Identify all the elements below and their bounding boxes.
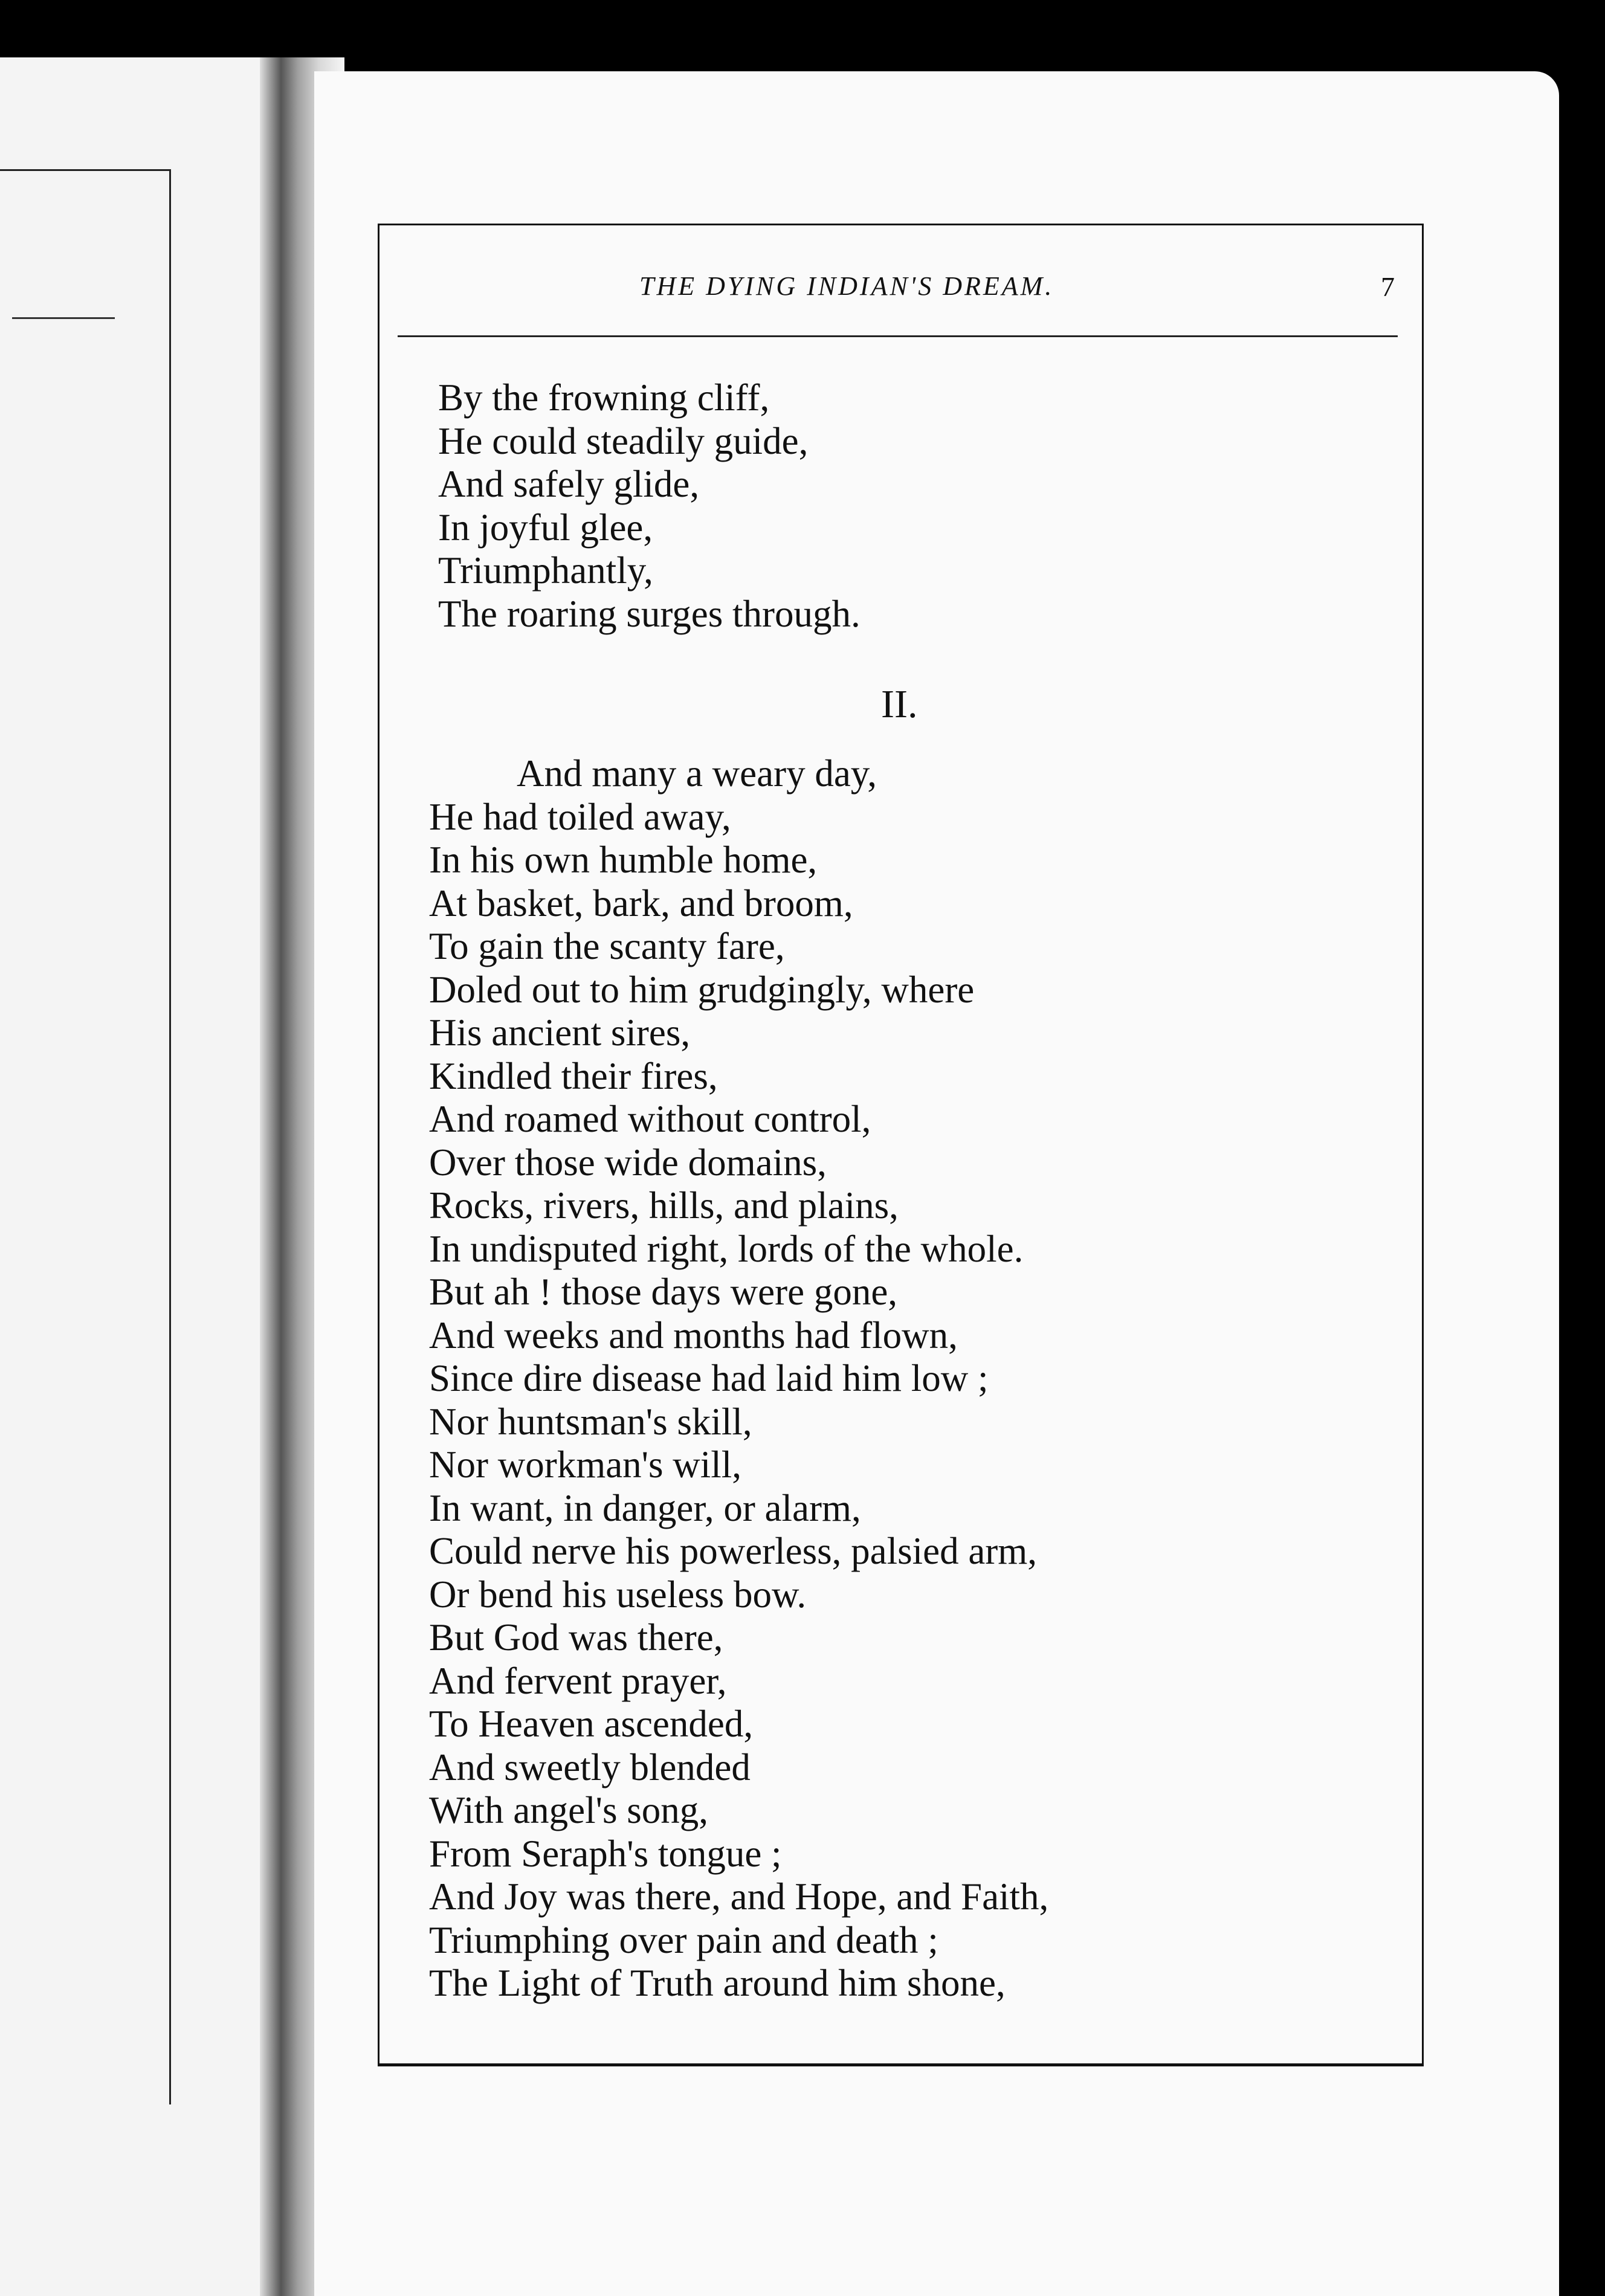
- verse-line: Triumphantly,: [438, 549, 653, 592]
- verse-line: Or bend his useless bow.: [429, 1573, 807, 1616]
- verse-line: The Light of Truth around him shone,: [429, 1962, 1006, 2004]
- verse-line: But God was there,: [429, 1616, 723, 1659]
- verse-line: And sweetly blended: [429, 1746, 751, 1788]
- stanza-2: [429, 752, 1048, 2005]
- verse-line: To Heaven ascended,: [429, 1703, 754, 1745]
- verse-line: With angel's song,: [429, 1789, 709, 1831]
- verse-line: By the frowning cliff,: [438, 376, 770, 419]
- section-number: II.: [881, 682, 918, 726]
- verse-line: He could steadily guide,: [438, 419, 809, 462]
- verse-line: Since dire disease had laid him low ;: [429, 1357, 989, 1399]
- verse-line: Kindled their fires,: [429, 1054, 718, 1097]
- running-title: THE DYING INDIAN'S DREAM.: [639, 271, 1054, 301]
- verse-line: And fervent prayer,: [429, 1659, 727, 1702]
- verse-line: Nor workman's will,: [429, 1443, 742, 1486]
- verse-line: In joyful glee,: [438, 506, 653, 549]
- left-page-rule: [12, 317, 115, 319]
- verse-line: And weeks and months had flown,: [429, 1314, 958, 1356]
- verse-line: And roamed without control,: [429, 1098, 871, 1140]
- verse-line: From Seraph's tongue ;: [429, 1832, 782, 1875]
- header-rule: [398, 335, 1398, 337]
- verse-line: Could nerve his powerless, palsied arm,: [429, 1530, 1038, 1572]
- stanza-1: [438, 376, 861, 636]
- verse-line: The roaring surges through.: [438, 592, 861, 635]
- page-number: 7: [1381, 271, 1395, 302]
- verse-line: Rocks, rivers, hills, and plains,: [429, 1184, 899, 1227]
- verse-line: In undisputed right, lords of the whole.: [429, 1227, 1024, 1270]
- verse-line: Over those wide domains,: [429, 1141, 827, 1184]
- verse-line: And Joy was there, and Hope, and Faith,: [429, 1875, 1049, 1918]
- page-header: [379, 271, 1422, 325]
- verse-line: Doled out to him grudgingly, where: [429, 968, 975, 1011]
- verse-line: To gain the scanty fare,: [429, 925, 785, 967]
- verse-line: In want, in danger, or alarm,: [429, 1486, 861, 1529]
- verse-line: In his own humble home,: [429, 839, 818, 881]
- left-page-edge: [0, 57, 284, 2296]
- verse-line: At basket, bark, and broom,: [429, 882, 853, 924]
- verse-line: Nor huntsman's skill,: [429, 1400, 752, 1443]
- verse-line: Triumphing over pain and death ;: [429, 1918, 938, 1961]
- verse-line: And many a weary day,: [517, 752, 877, 795]
- verse-line: He had toiled away,: [429, 795, 731, 838]
- verse-line: His ancient sires,: [429, 1011, 691, 1054]
- verse-line: But ah ! those days were gone,: [429, 1271, 898, 1313]
- text-frame: [378, 224, 1424, 2066]
- verse-line: And safely glide,: [438, 463, 700, 505]
- left-page-frame: [0, 169, 171, 2104]
